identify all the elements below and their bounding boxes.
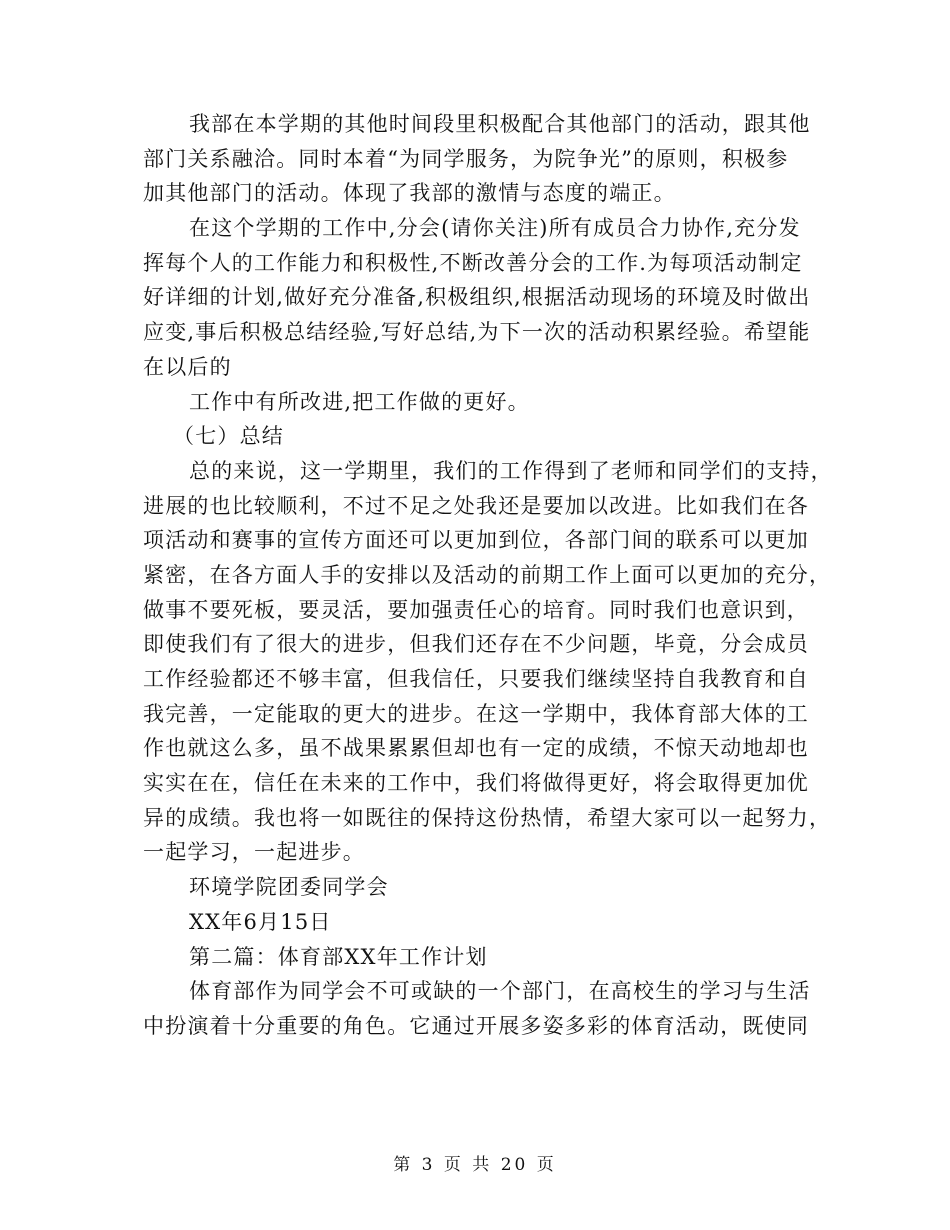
text-line: 部门关系融洽。同时本着“为同学服务，为院争光”的原则，积极参 <box>143 146 789 171</box>
signature-date: XX年6月15日 <box>189 909 332 934</box>
text-line: 总的来说，这一学期里，我们的工作得到了老师和同学们的支持， <box>189 458 833 483</box>
text-line: 在以后的 <box>143 354 232 379</box>
text-line: 做事不要死板，要灵活，要加强责任心的培育。同时我们也意识到， <box>143 597 809 622</box>
section-heading: （七）总结 <box>173 424 284 449</box>
text-line: 紧密，在各方面人手的安排以及活动的前期工作上面可以更加的充分， <box>143 562 832 587</box>
text-line: 作也就这么多，虽不战果累累但却也有一定的成绩，不惊天动地却也 <box>143 736 809 761</box>
text-line: 即使我们有了很大的进步，但我们还存在不少问题，毕竟，分会成员 <box>143 632 809 657</box>
text-line: 中扮演着十分重要的角色。它通过开展多姿多彩的体育活动，既使同 <box>143 1013 809 1038</box>
text-line: 工作中有所改进,把工作做的更好。 <box>189 389 530 414</box>
text-line: 进展的也比较顺利，不过不足之处我还是要加以改进。比如我们在各 <box>143 493 809 518</box>
text-line: 好详细的计划,做好充分准备,积极组织,根据活动现场的环境及时做出 <box>143 285 811 310</box>
text-line: 体育部作为同学会不可或缺的一个部门，在高校生的学习与生活 <box>189 979 811 1004</box>
text-line: 我部在本学期的其他时间段里积极配合其他部门的活动，跟其他 <box>189 112 811 136</box>
text-line: 工作经验都还不够丰富，但我信任，只要我们继续坚持自我教育和自 <box>143 667 809 691</box>
document-body <box>143 107 833 1044</box>
text-line: 在这个学期的工作中,分会(请你关注)所有成员合力协作,充分发 <box>189 216 801 241</box>
text-line: 项活动和赛事的宣传方面还可以更加到位，各部门间的联系可以更加 <box>143 528 809 553</box>
text-line: 异的成绩。我也将一如既往的保持这份热情，希望大家可以一起努力， <box>143 805 832 830</box>
text-line: 应变,事后积极总结经验,写好总结,为下一次的活动积累经验。希望能 <box>143 320 811 345</box>
page-number-footer: 第 3 页 共 20 页 <box>393 1155 557 1175</box>
chapter-heading: 第二篇：体育部XX年工作计划 <box>189 944 488 969</box>
signature-organization: 环境学院团委同学会 <box>189 875 389 900</box>
text-line: 一起学习，一起进步。 <box>143 840 365 865</box>
text-line: 实实在在，信任在未来的工作中，我们将做得更好，将会取得更加优 <box>143 771 809 796</box>
text-line: 我完善，一定能取的更大的进步。在这一学期中，我体育部大体的工 <box>143 701 809 726</box>
text-line: 加其他部门的活动。体现了我部的激情与态度的端正。 <box>143 181 676 206</box>
text-line: 挥每个人的工作能力和积极性,不断改善分会的工作.为每项活动制定 <box>143 250 803 275</box>
